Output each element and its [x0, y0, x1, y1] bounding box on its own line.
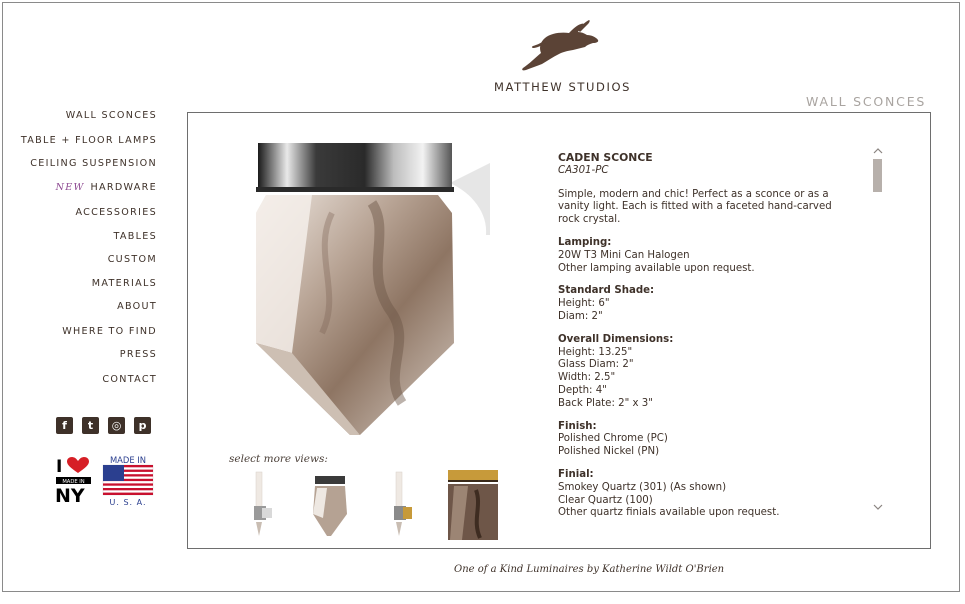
ilny-i: I — [56, 457, 63, 477]
shade-line: Diam: 2" — [558, 310, 603, 322]
finish-line: Polished Chrome (PC) — [558, 433, 668, 445]
lamping-line: 20W T3 Mini Can Halogen — [558, 249, 690, 261]
usa-usa: U. S. A. — [109, 498, 147, 507]
dimensions-section — [558, 334, 848, 411]
nav-wall-sconces[interactable]: WALL SCONCES — [65, 110, 157, 121]
nav-materials[interactable]: MATERIALS — [91, 278, 157, 289]
finish-line: Polished Nickel (PN) — [558, 446, 660, 458]
nav-contact[interactable]: CONTACT — [102, 374, 157, 385]
section-title: WALL SCONCES — [806, 94, 927, 109]
dimension-line: Width: 2.5" — [558, 372, 616, 384]
thumbnail-view-1[interactable] — [248, 470, 276, 540]
made-in-usa-badge — [102, 455, 154, 507]
social-links — [56, 417, 151, 434]
product-main-image — [222, 143, 490, 441]
shade-line: Height: 6" — [558, 298, 610, 310]
finial-label: Finial: — [558, 468, 594, 480]
thumbnail-view-3[interactable] — [388, 470, 416, 540]
lamping-label: Lamping: — [558, 236, 612, 248]
lamping-section — [558, 237, 848, 275]
dimension-line: Height: 13.25" — [558, 346, 633, 358]
shade-section — [558, 285, 848, 323]
nav-table-floor-lamps[interactable]: TABLE + FLOOR LAMPS — [20, 135, 157, 146]
more-views-label: select more views: — [229, 453, 328, 465]
footer-tagline: One of a Kind Luminaires by Katherine Wildt O'Brien — [454, 564, 725, 575]
shade-label: Standard Shade: — [558, 285, 655, 297]
us-flag-icon — [103, 465, 153, 495]
thumbnail-view-4[interactable] — [446, 470, 500, 540]
pinterest-icon[interactable]: p — [134, 417, 151, 434]
product-details — [558, 152, 848, 520]
thumbnail-view-2[interactable] — [305, 470, 353, 540]
dimension-line: Back Plate: 2" x 3" — [558, 397, 653, 409]
heart-icon — [67, 457, 89, 473]
finish-section — [558, 421, 848, 459]
nav-tables[interactable]: TABLES — [113, 231, 157, 242]
scrollbar-thumb[interactable] — [873, 159, 882, 192]
lamping-line: Other lamping available upon request. — [558, 262, 755, 274]
usa-made-in: MADE IN — [109, 455, 147, 465]
nav-press[interactable]: PRESS — [119, 349, 157, 360]
ilny-ny: NY — [55, 485, 85, 504]
finial-line: Smokey Quartz (301) (As shown) — [558, 481, 727, 493]
nav-ceiling-suspension[interactable]: CEILING SUSPENSION — [30, 158, 157, 169]
instagram-icon[interactable]: ◎ — [108, 417, 125, 434]
scroll-up-arrow-icon[interactable] — [872, 146, 884, 156]
product-code: CA301-PC — [558, 164, 609, 176]
nav-hardware[interactable] — [56, 182, 157, 193]
nav-hardware-label: HARDWARE — [90, 182, 157, 193]
finial-line: Other quartz finials available upon request. — [558, 507, 780, 519]
dimension-line: Depth: 4" — [558, 384, 607, 396]
finial-section — [558, 469, 848, 520]
nav-custom[interactable]: CUSTOM — [107, 254, 157, 265]
facebook-icon[interactable]: f — [56, 417, 73, 434]
dimensions-label: Overall Dimensions: — [558, 333, 674, 345]
nav-about[interactable]: ABOUT — [117, 301, 157, 312]
finish-label: Finish: — [558, 420, 597, 432]
nav-where-to-find[interactable]: WHERE TO FIND — [62, 326, 157, 337]
dimension-line: Glass Diam: 2" — [558, 359, 634, 371]
brand-name[interactable]: MATTHEW STUDIOS — [494, 80, 632, 94]
twitter-icon[interactable]: t — [82, 417, 99, 434]
ilny-made-in: MADE IN — [62, 479, 85, 485]
product-description: Simple, modern and chic! Perfect as a sconce or as a vanity light. Each is fitted with a faceted hand-carved rock crystal. — [558, 188, 832, 226]
new-badge: NEW — [55, 182, 85, 193]
i-love-ny-badge — [54, 456, 94, 504]
hare-logo[interactable] — [515, 20, 603, 72]
product-name: CADEN SCONCE — [558, 152, 653, 164]
scroll-down-arrow-icon[interactable] — [872, 502, 884, 512]
finial-line: Clear Quartz (100) — [558, 494, 653, 506]
nav-accessories[interactable]: ACCESSORIES — [75, 207, 157, 218]
